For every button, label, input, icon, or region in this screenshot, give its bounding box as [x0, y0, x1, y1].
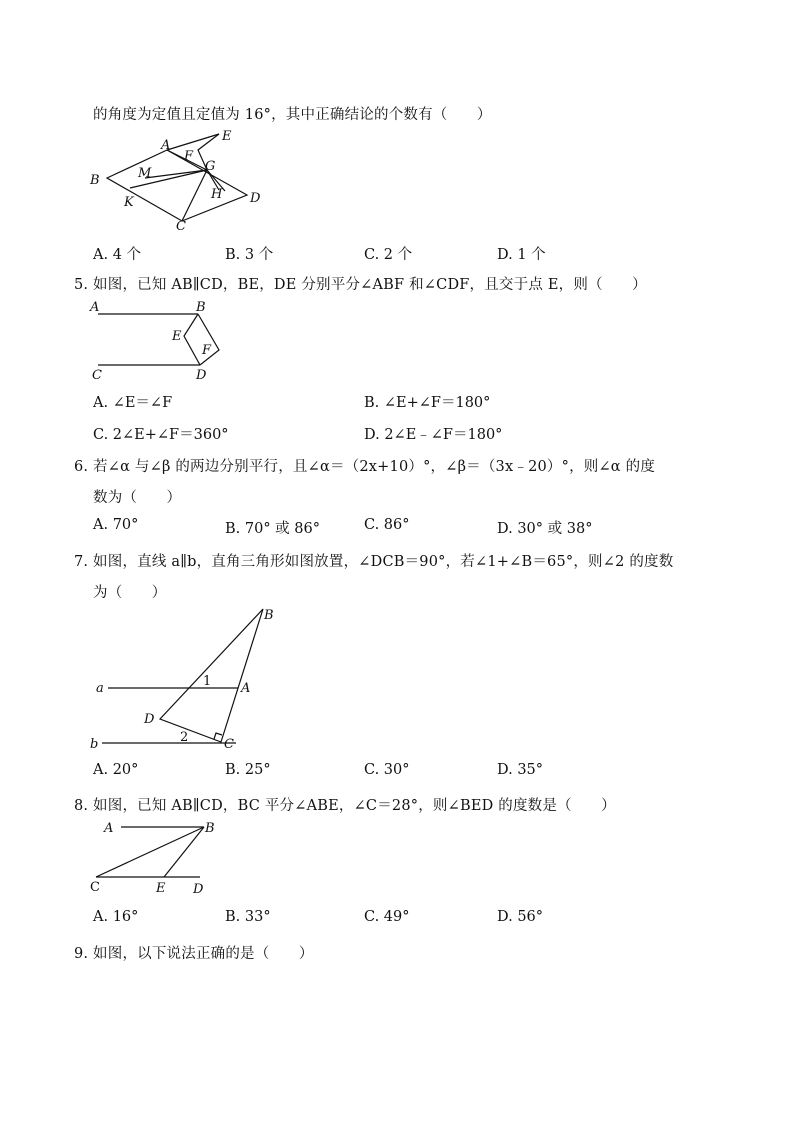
q7-option-c[interactable]: C. 30° [364, 762, 410, 778]
q4-label-B: B [90, 173, 100, 188]
q7-option-b[interactable]: B. 25° [225, 762, 271, 778]
q7-label-A: A [241, 681, 251, 696]
q4-label-F: F [184, 149, 194, 164]
q8-label-D: D [193, 882, 204, 897]
q5-label-B: B [196, 300, 206, 315]
q4-label-A: A [161, 138, 171, 153]
q8-label-B: B [205, 821, 215, 836]
q5-figure [88, 297, 228, 382]
q4-label-C: C [176, 219, 186, 233]
q7-label-2: 2 [180, 730, 189, 745]
q7-label-b: b [90, 737, 99, 752]
q5-label-E: E [172, 329, 182, 344]
q5-label-A: A [90, 300, 100, 315]
q5-option-d[interactable]: D. 2∠E﹣∠F＝180° [364, 427, 503, 443]
q7-option-a[interactable]: A. 20° [93, 762, 139, 778]
q5-option-a[interactable]: A. ∠E＝∠F [93, 395, 173, 411]
q4-label-G: G [205, 159, 216, 174]
q4-figure [85, 128, 270, 233]
q7-stem-line1: 7. 如图，直线 a∥b，直角三角形如图放置，∠DCB＝90°，若∠1+∠B＝65°，则∠2 的度数 [74, 554, 674, 570]
q6-option-c[interactable]: C. 86° [364, 517, 410, 533]
q4-label-H: H [211, 187, 223, 202]
q5-label-C: C [92, 368, 102, 382]
q8-label-A: A [104, 821, 114, 836]
q8-label-C: C [90, 880, 100, 895]
q4-tail-text: 的角度为定值且定值为 16°，其中正确结论的个数有（ ） [93, 107, 492, 123]
q8-option-c[interactable]: C. 49° [364, 909, 410, 925]
q4-option-c[interactable]: C. 2 个 [364, 247, 413, 263]
q7-label-D: D [144, 712, 155, 727]
q5-stem: 5. 如图，已知 AB∥CD，BE，DE 分别平分∠ABF 和∠CDF，且交于点 E，则（ ） [74, 277, 647, 293]
q5-option-c[interactable]: C. 2∠E+∠F＝360° [93, 427, 229, 443]
q4-label-D: D [250, 191, 261, 206]
q4-label-M: M [138, 166, 152, 181]
q8-label-E: E [156, 881, 166, 896]
q7-stem-line2: 为（ ） [93, 585, 167, 601]
q8-figure [88, 816, 228, 898]
q8-option-a[interactable]: A. 16° [93, 909, 139, 925]
q8-option-d[interactable]: D. 56° [497, 909, 544, 925]
q7-figure [88, 603, 288, 755]
q8-stem: 8. 如图，已知 AB∥CD，BC 平分∠ABE，∠C＝28°，则∠BED 的度数是（ ） [74, 798, 616, 814]
q4-option-b[interactable]: B. 3 个 [225, 247, 274, 263]
q5-label-F: F [202, 343, 212, 358]
q6-option-d[interactable]: D. 30° 或 38° [497, 521, 593, 537]
q7-label-B: B [264, 608, 274, 623]
q6-stem-line2: 数为（ ） [93, 490, 182, 506]
q7-label-C: C [224, 737, 234, 752]
q7-label-1: 1 [203, 674, 212, 689]
q7-label-a: a [96, 681, 104, 696]
q4-label-K: K [124, 195, 134, 210]
q5-label-D: D [196, 368, 207, 382]
q6-option-a[interactable]: A. 70° [93, 517, 139, 533]
q8-option-b[interactable]: B. 33° [225, 909, 271, 925]
q4-label-E: E [222, 129, 232, 144]
q7-option-d[interactable]: D. 35° [497, 762, 544, 778]
q9-stem: 9. 如图，以下说法正确的是（ ） [74, 946, 314, 962]
q5-option-b[interactable]: B. ∠E+∠F＝180° [364, 395, 491, 411]
q6-stem-line1: 6. 若∠α 与∠β 的两边分别平行，且∠α＝（2x+10）°，∠β＝（3x﹣20）°，则∠α 的度 [74, 459, 656, 475]
q4-option-d[interactable]: D. 1 个 [497, 247, 546, 263]
q6-option-b[interactable]: B. 70° 或 86° [225, 521, 320, 537]
q4-option-a[interactable]: A. 4 个 [93, 247, 142, 263]
